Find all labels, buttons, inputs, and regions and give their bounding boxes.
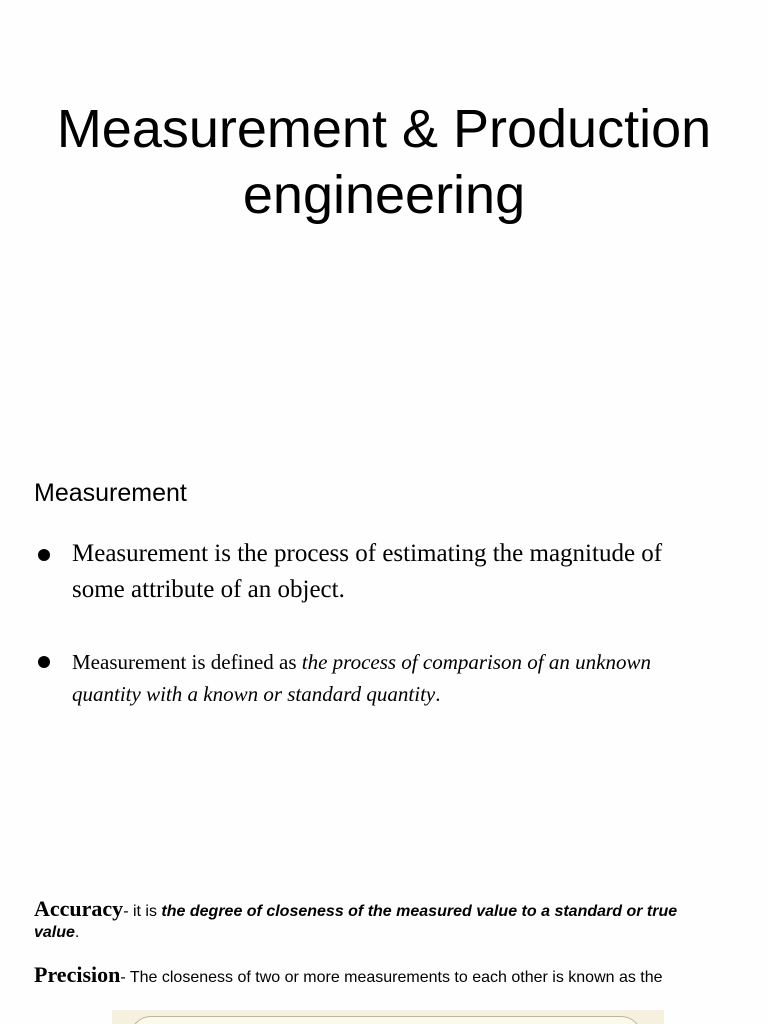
bullet-icon [38,656,50,668]
page-title [0,96,768,228]
figure-image [112,1010,664,1024]
definition-emphasis: the degree of closeness of the measured value to a standard or true value [34,903,678,941]
bullet-text-emphasis: the process of comparison of an unknown quantity with a known or standard quantity [72,650,651,706]
figure-image-panel [130,1016,642,1024]
bullet-text [72,646,712,710]
definition-lead: The closeness of two or more measurements to each other is known as the [129,969,663,986]
definition-separator: - [123,903,133,920]
page-title-line-1: Measurement & Production [56,99,712,159]
definition-suffix: . [74,924,80,941]
bullet-icon [38,549,50,561]
definition-separator: - [120,969,130,986]
definition-accuracy [34,898,714,943]
page-title-line-2: engineering [242,165,526,225]
definition-term: Accuracy [34,896,124,921]
definition-precision [34,964,714,988]
section-heading: Measurement [34,479,187,507]
definition-lead: it is [132,903,162,920]
bullet-text: Measurement is the process of estimating the magnitude of some attribute of an object. [72,540,663,603]
bullet-text-prefix: Measurement is defined as [72,650,302,674]
bullet-text-suffix: . [435,682,441,706]
definition-term: Precision [34,962,121,987]
